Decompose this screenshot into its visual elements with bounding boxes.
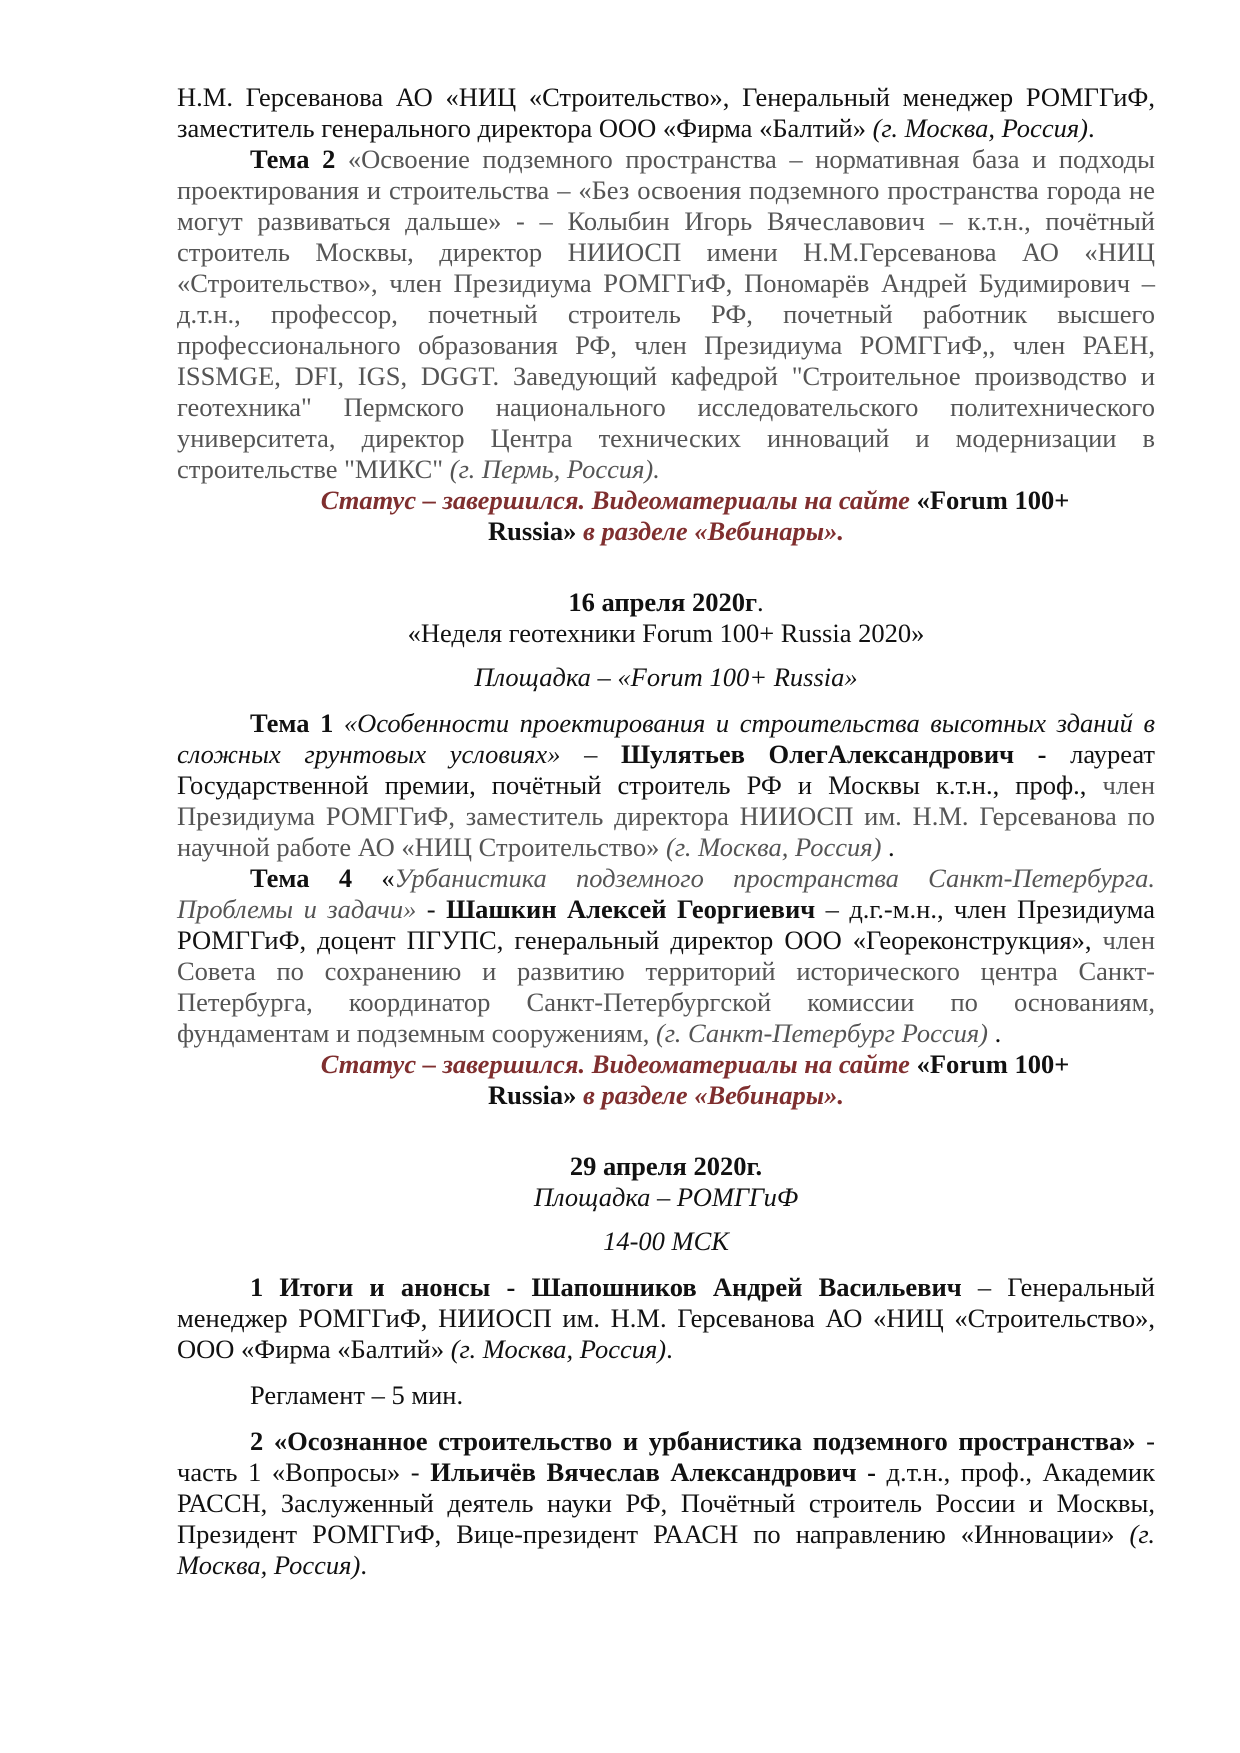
text: Н.М. Герсеванова АО «НИЦ «Строительство», Генеральный менеджер РОМГГиФ, заместитель генерального директора ООО «Фирма «Балтий» bbox=[177, 82, 1155, 143]
status-line-2 bbox=[177, 1080, 1155, 1111]
status-text: в разделе «Вебинары». bbox=[576, 1080, 844, 1110]
speaker-name: Ильичёв Вячеслав Александрович - bbox=[430, 1457, 876, 1487]
location: (г. Пермь, Россия). bbox=[449, 454, 660, 484]
location: (г. Москва, Россия) bbox=[450, 1334, 667, 1364]
location: (г. Москва, Россия) bbox=[177, 1519, 1155, 1580]
text: . bbox=[1087, 113, 1095, 143]
text: . bbox=[881, 832, 895, 862]
section-venue-1: Площадка – «Forum 100+ Russia» bbox=[474, 662, 858, 692]
dash: - bbox=[416, 894, 447, 924]
item-title: 2 «Осознанное строительство и урбанистика подземного пространства» bbox=[250, 1426, 1136, 1456]
status-line bbox=[177, 1049, 1155, 1080]
document-page bbox=[177, 82, 1155, 1581]
speaker-bio: член Президиума РОМГГиФ, заместитель директора НИИОСП им. Н.М. Герсеванова по научной работе АО «НИЦ Строительство» bbox=[177, 770, 1155, 862]
site-name: «Forum 100+ bbox=[916, 1049, 1070, 1079]
text: . bbox=[360, 1550, 367, 1580]
item-title: 1 Итоги и анонсы - Шапошников Андрей Васильевич bbox=[250, 1272, 962, 1302]
location: (г. Москва, Россия) bbox=[666, 832, 882, 862]
dash: – bbox=[560, 739, 621, 769]
quote: « bbox=[352, 863, 395, 893]
speaker-bio: член Совета по сохранению и развитию территорий исторического центра Санкт-Петербурга, координатор Санкт-Петербургской комиссии по основаниям, фундаментам и подземным сооружениям, bbox=[177, 925, 1155, 1048]
topic-text: «Освоение подземного пространства – нормативная база и подходы проектирования и строительства – «Без освоения подземного пространства города не могут развиваться дальше» - – Колыбин Игорь Вячеславович – к.т.н., почётный строитель Москвы, директор НИИОСП имени Н.М.Герсеванова АО «НИЦ «Строительство», член Президиума РОМГГиФ, Пономарёв Андрей Будимирович – д.т.н., профессор, почетный строитель РФ, почетный работник высшего профессионального образования РФ, член Президиума РОМГГиФ,, член РАЕН, ISSMGE, DFI, IGS, DGGT. Заведующий кафедрой "Строительное производство и геотехника" Пермского национального исследовательского политехнического университета, директор Центра технических инноваций и модернизации в строительстве "МИКС" bbox=[177, 144, 1155, 484]
topic-label: Тема 1 bbox=[250, 708, 334, 738]
location: (г. Москва, Россия) bbox=[872, 113, 1088, 143]
topic-title: Урбанистика подземного пространства Санкт-Петербурга. Проблемы и задачи» bbox=[177, 863, 1155, 924]
topic-label: Тема 4 bbox=[250, 863, 353, 893]
status-line bbox=[177, 485, 1155, 516]
topic-label: Тема 2 bbox=[250, 144, 336, 174]
section-date-2: 29 апреля 2020г. bbox=[569, 1151, 763, 1181]
site-name: Russia» bbox=[488, 1080, 577, 1110]
text: . bbox=[666, 1334, 673, 1364]
speaker-bio: лауреат Государственной премии, почётный строитель РФ и Москвы к.т.н., проф., bbox=[177, 739, 1156, 800]
text: . bbox=[988, 1018, 1002, 1048]
section-date-1 bbox=[177, 587, 1155, 618]
site-name: «Forum 100+ bbox=[916, 485, 1070, 515]
paragraph-intro bbox=[177, 82, 1155, 144]
speaker-bio: – д.г.-м.н., член Президиума РОМГГиФ, доцент ПГУПС, генеральный директор ООО «Георeконструкция», bbox=[177, 894, 1156, 955]
section-time-2: 14-00 МСК bbox=[603, 1226, 729, 1256]
status-text: Статус – завершился. Видеоматериалы на сайте bbox=[320, 485, 917, 515]
speaker-name: Шулятьев ОлегАлександрович - bbox=[620, 739, 1047, 769]
section-title-1: «Неделя геотехники Forum 100+ Russia 2020» bbox=[407, 618, 925, 648]
speaker-bio: д.т.н., проф., Академик РАССН, Заслуженный деятель науки РФ, Почётный строитель России и Москвы, Президент РОМГГиФ, Вице-президент РААСН по направлению «Инновации» bbox=[177, 1457, 1155, 1549]
text: - часть 1 «Вопросы» - bbox=[177, 1426, 1155, 1487]
paragraph-regulation: Регламент – 5 мин. bbox=[250, 1380, 464, 1410]
status-line-2 bbox=[177, 516, 1155, 547]
topic-title: «Особенности проектирования и строительства высотных зданий в сложных грунтовых условиях» bbox=[177, 708, 1155, 769]
speaker-name: Шашкин Алексей Георгиевич bbox=[446, 894, 816, 924]
section-venue-2: Площадка – РОМГГиФ bbox=[533, 1182, 799, 1212]
paragraph-topic-2 bbox=[177, 144, 1155, 485]
speaker-bio: – Генеральный менеджер РОМГГиФ, НИИОСП им. Н.М. Герсеванова АО «НИЦ «Строительство», ООО «Фирма «Балтий» bbox=[177, 1272, 1155, 1364]
paragraph-topic-1 bbox=[177, 708, 1155, 863]
status-text: в разделе «Вебинары». bbox=[576, 516, 844, 546]
site-name: Russia» bbox=[488, 516, 577, 546]
paragraph-item-1 bbox=[177, 1272, 1155, 1365]
date: 16 апреля 2020г bbox=[568, 587, 758, 617]
location: (г. Санкт-Петербург Россия) bbox=[655, 1018, 989, 1048]
paragraph-item-2 bbox=[177, 1426, 1155, 1581]
status-text: Статус – завершился. Видеоматериалы на сайте bbox=[320, 1049, 917, 1079]
paragraph-topic-4 bbox=[177, 863, 1155, 1049]
date-end: . bbox=[757, 587, 764, 617]
